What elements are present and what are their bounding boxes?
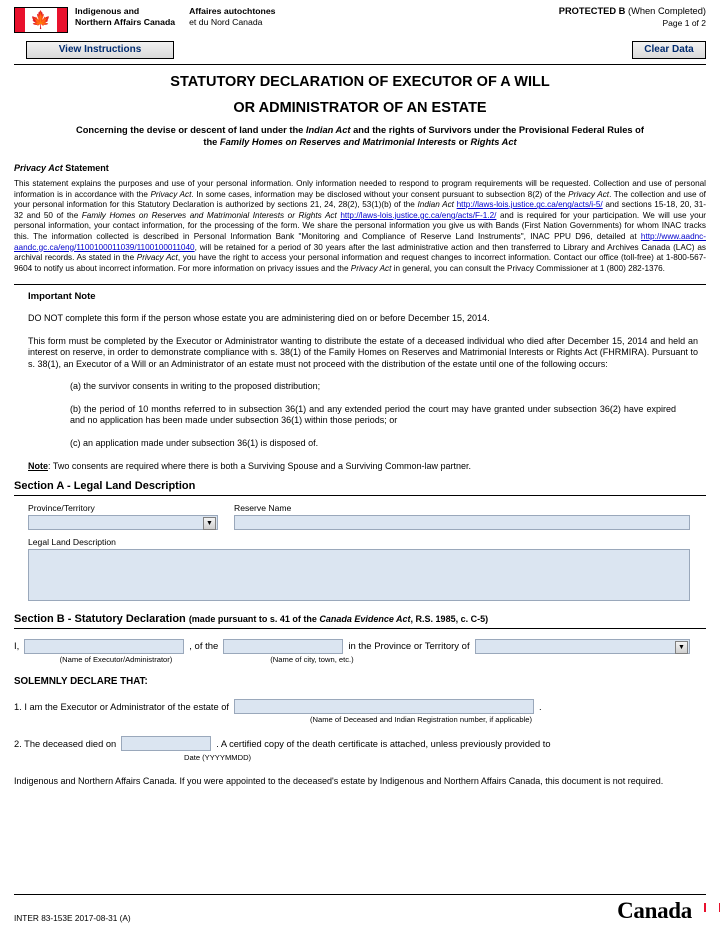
privacy-act-statement [14, 179, 706, 274]
subtitle-part-3: the [203, 137, 220, 147]
page-subtitle [14, 124, 706, 148]
dept-fr-line1: Affaires autochtones [189, 6, 276, 16]
section-b-subtitle-b: , R.S. 1985, c. C-5) [410, 614, 489, 625]
chevron-down-icon[interactable]: ▼ [203, 517, 216, 530]
privacy-act-italic-2: Privacy Act [568, 189, 610, 199]
footer-divider [14, 894, 706, 895]
legal-land-description-input[interactable] [28, 549, 690, 601]
form-identifier: INTER 83-153E 2017-08-31 (A) [14, 913, 131, 923]
section-a-divider [14, 495, 706, 496]
canada-wordmark-text: Canada [617, 898, 692, 923]
deceased-name-caption: (Name of Deceased and Indian Registration number, if applicable) [310, 715, 533, 725]
fhrmira-italic: Family Homes on Reserves and Matrimonial Interests or Rights Act [81, 210, 337, 220]
declaration-item-1 [14, 699, 706, 714]
legal-land-description-label: Legal Land Description [28, 537, 116, 548]
header-divider [14, 64, 706, 65]
section-b-final-paragraph: Indigenous and Northern Affairs Canada. If you were appointed to the deceased's estate by Indigenous and Northern Affairs Canada, this document is not required. [14, 776, 664, 787]
reserve-name-input[interactable] [234, 515, 690, 530]
chevron-down-icon[interactable]: ▼ [675, 641, 688, 654]
subtitle-part-1: Concerning the devise or descent of land under the [76, 125, 306, 135]
city-caption: (Name of city, town, etc.) [270, 655, 354, 665]
view-instructions-button[interactable]: View Instructions [26, 41, 174, 59]
item1-text: 1. I am the Executor or Administrator of the estate of [14, 701, 229, 712]
canada-wordmark [617, 899, 706, 923]
protected-level: PROTECTED B [558, 6, 626, 16]
province-territory-select[interactable] [28, 515, 218, 530]
date-of-death-input[interactable] [121, 736, 211, 751]
indian-act-italic: Indian Act [417, 200, 454, 210]
of-the-label: , of the [189, 641, 219, 653]
reserve-name-label: Reserve Name [234, 503, 292, 514]
date-of-death-caption: Date (YYYYMMDD) [184, 753, 252, 763]
page-footer [14, 894, 706, 923]
subtitle-rights-act: Rights Act [470, 137, 517, 147]
privacy-p3: . The collection and use of your personal information for this Statutory Declaration is authorized by sections 21, 24, 28(2), 53(1)(b) of the [14, 189, 706, 210]
privacy-act-italic-1: Privacy Act [150, 189, 192, 199]
privacy-p7: , you have the right to access your personal information and request changes to incorrect information. Contact our office (toll-free) at 1-800-567-9604 to notify us about incorrect information. For more information on privacy issues and the [14, 253, 706, 273]
privacy-p5: and is required for your participation. We will use your personal information, your contact information, for the processing of the form. We share the personal information you give us with Bands (First Nation Governments) for whom INAC tracks this. The information collected is described in Personal Information Bank "Monitoring and Compliance of Reserve Land Instruments", INAC PPU D96, detailed at [14, 210, 706, 241]
privacy-p2: . In some cases, information may be disclosed without your consent pursuant to subsection 8(2) of the [191, 189, 569, 199]
condition-b: (b) the period of 10 months referred to in subsection 36(1) and any extended period the court may have granted under subsection 36(2) have expired and no application has been made under subsection 36(1) within those periods; or [70, 403, 676, 426]
page-indicator: Page 1 of 2 [662, 18, 706, 28]
subtitle-indian-act: Indian Act [305, 125, 351, 135]
important-note-p2: This form must be completed by the Executor or Administrator wanting to distribute the estate of a deceased individual who died after December 15, 2014 and held an interest on reserve, in order to demonstrate compliance with s. 38(1) of the Family Homes on Reserves and Matrimonial Interests or Rights Act (FHRMIRA). Pursuant to s. 38(1), an Executor of a Will or an Administrator of an estate must not proceed with the distribution of the estate until one of the following occurs: [28, 335, 698, 369]
important-note-heading: Important Note [28, 291, 96, 303]
declarant-province-select[interactable] [475, 639, 690, 654]
consents-note [28, 461, 706, 471]
privacy-act-heading-rest: Statement [62, 163, 109, 173]
page-title-line1: STATUTORY DECLARATION OF EXECUTOR OF A WILL [170, 74, 550, 90]
pib-link[interactable]: http://www.aadnc-aandc.gc.ca/eng/1100100011039/1100100011040 [14, 231, 706, 252]
important-note-p1: DO NOT complete this form if the person whose estate you are administering died on or before December 15, 2014. [28, 313, 490, 324]
privacy-p4: and sections 15-18, 20, 31-32 and 50 of the [14, 200, 707, 220]
item1-period: . [538, 701, 542, 712]
consents-note-label: Note [28, 461, 48, 472]
section-b-subtitle-a: (made pursuant to s. 41 of the [188, 614, 320, 625]
privacy-act-heading [14, 163, 706, 173]
dept-en-line1: Indigenous and [75, 6, 140, 16]
declarant-i-label: I, [14, 641, 20, 653]
declaration-item-2 [14, 736, 706, 751]
solemnly-declare-label: SOLEMNLY DECLARE THAT: [14, 676, 148, 688]
declarant-captions [14, 655, 706, 664]
clear-data-button[interactable]: Clear Data [632, 41, 706, 59]
privacy-p6: , will be retained for a period of 30 years after the last administrative action and then transferred to Library and Archives Canada (LAC) as archival records. As stated in the [14, 242, 706, 263]
fhrmira-link[interactable]: http://laws-lois.justice.gc.ca/eng/acts/F-1.2/ [340, 210, 497, 220]
privacy-act-italic-3: Privacy Act [136, 253, 178, 263]
department-name-en [75, 6, 175, 27]
dept-en-line2: Northern Affairs Canada [75, 16, 176, 27]
province-territory-label: Province/Territory [28, 503, 95, 514]
in-province-label: in the Province or Territory of [348, 641, 470, 653]
classification-block [559, 6, 706, 28]
section-a-heading: Section A - Legal Land Description [14, 480, 196, 493]
section-b-heading [14, 613, 706, 625]
city-input[interactable] [223, 639, 343, 654]
item2-text: 2. The deceased died on [14, 738, 117, 749]
item2-rest: . A certified copy of the death certificate is attached, unless previously provided to [216, 738, 551, 749]
dept-fr-line2: et du Nord Canada [189, 16, 263, 27]
canada-flag-icon: 🍁 [14, 7, 68, 33]
privacy-p8: in general, you can consult the Privacy Commissioner at 1 (800) 282-1376. [391, 263, 665, 273]
protected-qualifier: (When Completed) [625, 6, 706, 16]
department-identifier [14, 6, 276, 33]
page-header [14, 6, 706, 40]
privacy-act-heading-italic: Privacy Act [14, 163, 63, 173]
executor-name-input[interactable] [24, 639, 184, 654]
form-toolbar [14, 41, 706, 61]
subtitle-part-2: and the rights of Survivors under the Provisional Federal Rules of [350, 125, 644, 135]
condition-c: (c) an application made under subsection 36(1) is disposed of. [70, 437, 319, 448]
indian-act-link[interactable]: http://laws-lois.justice.gc.ca/eng/acts/i-5/ [456, 200, 603, 210]
section-b-title: Section B - Statutory Declaration [14, 613, 189, 626]
department-name [75, 6, 276, 27]
department-name-fr [189, 6, 275, 27]
subtitle-part-4: or [456, 137, 471, 147]
declarant-row [14, 639, 706, 654]
privacy-act-italic-4: Privacy Act [350, 263, 392, 273]
deceased-name-input[interactable] [234, 699, 534, 714]
section-b-subtitle-italic: Canada Evidence Act [319, 614, 411, 625]
subtitle-fhrmira: Family Homes on Reserves and Matrimonial Interests [219, 137, 457, 147]
condition-a: (a) the survivor consents in writing to the proposed distribution; [70, 381, 321, 392]
section-b-divider [14, 628, 706, 629]
important-note-divider [14, 284, 706, 285]
consents-note-text: : Two consents are required where there is both a Surviving Spouse and a Surviving Common-law partner. [48, 461, 472, 472]
protected-marking [559, 6, 706, 16]
page-title-line2: OR ADMINISTRATOR OF AN ESTATE [233, 100, 487, 116]
privacy-p1: This statement explains the purposes and use of your personal information. Only information needed to respond to program requirements will be requested. Collection and use of personal information is in accordance with the [14, 179, 706, 199]
executor-name-caption: (Name of Executor/Administrator) [59, 655, 173, 665]
